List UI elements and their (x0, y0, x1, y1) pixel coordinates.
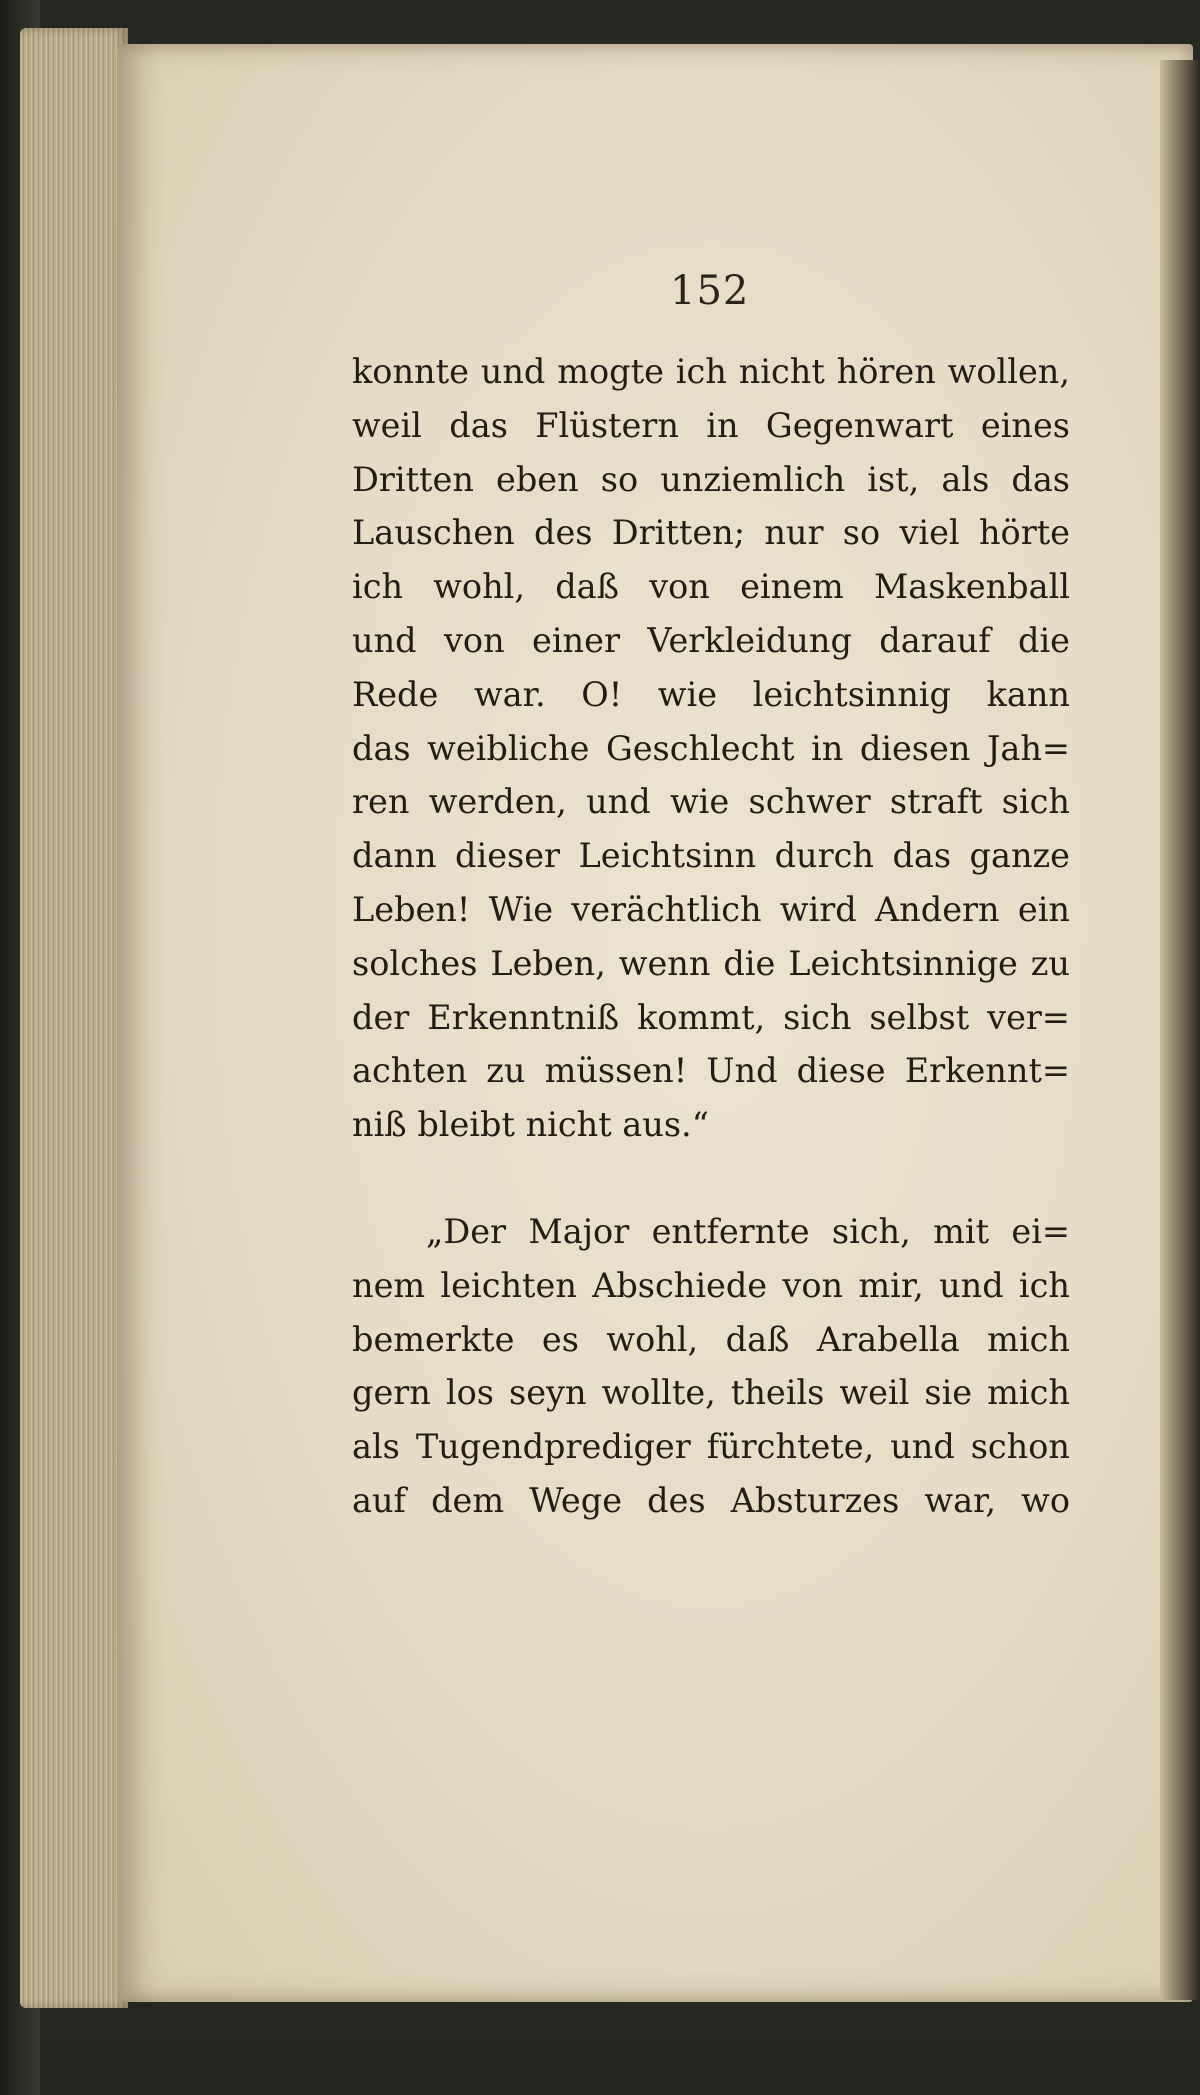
text-line: bemerkte es wohl, daß Arabella mich (352, 1319, 1070, 1359)
text-line: Lauschen des Dritten; nur so viel hörte (352, 513, 1070, 553)
text-line: auf dem Wege des Absturzes war, wo (352, 1480, 1070, 1520)
text-line: „Der Major entfernte sich, mit ei= (426, 1211, 1070, 1251)
text-line: Dritten eben so unziemlich ist, als das (352, 459, 1070, 499)
page-right-edge (1160, 60, 1200, 2000)
paragraph-gap (352, 1152, 1070, 1205)
text-line: niß bleibt nicht aus.“ (352, 1105, 709, 1145)
paragraph-2 (352, 1205, 1070, 1528)
text-line: nem leichten Abschiede von mir, und ich (352, 1265, 1070, 1305)
text-line: Rede war. O! wie leichtsinnig kann (352, 674, 1070, 714)
text-line: als Tugendprediger fürchtete, und schon (352, 1427, 1070, 1467)
text-line: und von einer Verkleidung darauf die (352, 620, 1070, 660)
text-line: solches Leben, wenn die Leichtsinnige zu (352, 943, 1070, 983)
text-line: der Erkenntniß kommt, sich selbst ver= (352, 997, 1070, 1037)
text-line: Leben! Wie verächtlich wird Andern ein (352, 889, 1070, 929)
text-line: gern los seyn wollte, theils weil sie mich (352, 1373, 1070, 1413)
text-line: achten zu müssen! Und diese Erkennt= (352, 1051, 1070, 1091)
text-line: dann dieser Leichtsinn durch das ganze (352, 836, 1070, 876)
text-line: konnte und mogte ich nicht hören wollen, (352, 352, 1070, 391)
page-stack-edges (20, 28, 128, 2008)
text-line: weil das Flüstern in Gegenwart eines (352, 405, 1070, 445)
text-line: das weibliche Geschlecht in diesen Jah= (352, 728, 1070, 768)
page-text (352, 345, 1070, 1528)
text-line: ren werden, und wie schwer straft sich (352, 782, 1070, 822)
text-line: ich wohl, daß von einem Maskenball (352, 567, 1070, 607)
page-number: 152 (670, 268, 750, 314)
paragraph-1 (352, 345, 1070, 1152)
